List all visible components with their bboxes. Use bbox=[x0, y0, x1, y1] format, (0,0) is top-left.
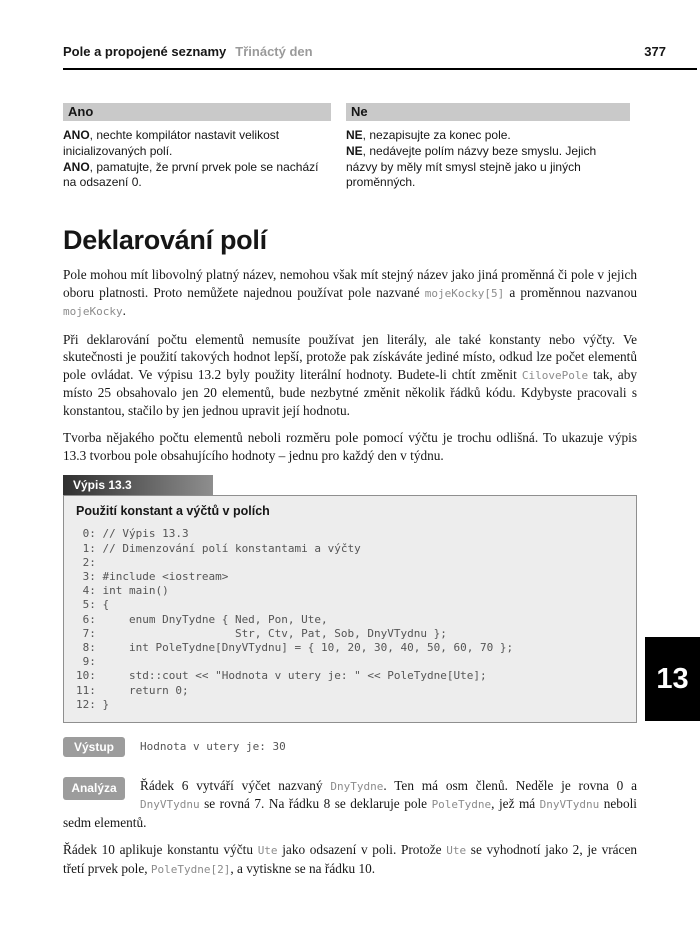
text-segment: , nedávejte polím názvy beze smyslu. Jejich názvy by měly mít smysl stejně jako u jiných proměnných. bbox=[346, 143, 597, 190]
text-segment: Řádek 6 vytváří výčet nazvaný bbox=[140, 777, 331, 793]
listing-tab-label: Výpis 13.3 bbox=[63, 475, 213, 495]
analysis-badge: Analýza bbox=[63, 777, 125, 801]
chapter-number-tab: 13 bbox=[645, 637, 700, 721]
text-segment: tak, aby místo 25 obsahovalo jen 20 elementů, bude nezbytné změnit několik řádků kódu. Kdybyste pracovali s konstantou, stačilo by jen jednou upravit její hodnotu. bbox=[63, 366, 637, 418]
dont-item bbox=[346, 144, 630, 191]
running-head-chapter-title: Pole a propojené seznamy bbox=[63, 44, 227, 59]
listing-box bbox=[63, 495, 637, 723]
inline-code: DnyVTydnu bbox=[140, 798, 200, 812]
analysis-badge-wrap bbox=[63, 777, 140, 814]
text-segment: . Ten má osm členů. Neděle je rovna 0 a bbox=[383, 777, 637, 793]
text-segment: , a vytiskne se na řádku 10. bbox=[230, 860, 376, 876]
output-text: Hodnota v utery je: 30 bbox=[140, 740, 286, 754]
output-badge: Výstup bbox=[63, 737, 125, 757]
inline-code: DnyTydne bbox=[330, 779, 384, 793]
do-column bbox=[63, 103, 331, 191]
text-segment: Tvorba nějakého počtu elementů neboli rozměru pole pomocí výčtu je trochu odlišná. To ukazuje výpis 13.3 tvorbou pole obsahujícího hodnoty – jednu pro každý den v týdnu. bbox=[63, 430, 637, 463]
do-dont-table bbox=[63, 103, 637, 191]
text-segment: , nezapisujte za konec pole. bbox=[362, 128, 511, 142]
dont-item bbox=[346, 128, 630, 144]
text-segment: ANO bbox=[63, 128, 90, 142]
body-paragraph bbox=[63, 266, 637, 321]
do-column-header: Ano bbox=[63, 103, 331, 121]
body-paragraph bbox=[63, 429, 637, 464]
inline-code: CilovePole bbox=[521, 368, 589, 382]
body-paragraph bbox=[63, 841, 637, 878]
text-segment: , jež má bbox=[491, 796, 540, 812]
dont-column-header: Ne bbox=[346, 103, 630, 121]
text-segment: a proměnnou nazvanou bbox=[504, 284, 637, 300]
text-segment: Řádek 10 aplikuje konstantu výčtu bbox=[63, 842, 258, 858]
inline-code: DnyVTydnu bbox=[539, 798, 600, 812]
text-segment: se vyhodnotí jako 2, je vrácen třetí prvek pole, bbox=[63, 842, 638, 876]
running-head-day-label: Třináctý den bbox=[235, 44, 313, 59]
text-segment: jako odsazení v poli. Protože bbox=[277, 842, 447, 858]
dont-column bbox=[346, 103, 630, 191]
text-segment: , pamatujte, že první prvek pole se nachází na odsazení 0. bbox=[63, 159, 319, 190]
page-header bbox=[63, 44, 697, 70]
code-listing bbox=[63, 475, 637, 723]
inline-code: mojeKocky[5] bbox=[424, 286, 505, 300]
text-segment: ANO bbox=[63, 159, 90, 174]
text-segment: Pole mohou mít libovolný platný název, nemohou však mít stejný název jako jiná proměnná či pole v jejich oboru platnosti. Proto nemůžete najednou používat pole nazvané bbox=[63, 267, 637, 300]
inline-code: Ute bbox=[446, 844, 467, 858]
listing-code: 0: // Výpis 13.3 1: // Dimenzování polí konstantami a výčty 2: 3: #include <iostream> 4: int main() 5: { 6: enum DnyTydne { Ned, Pon, Ute, 7: Str, Ctv, Pat, Sob, DnyVTydnu }; 8: int PoleTydne[DnyVTydnu] = { 10, 20, 30, 40, 50, 60, 70 }; 9: 10: std::cout << "Hodnota v utery je: " << PoleTydne[Ute]; 11: return 0; 12: } bbox=[76, 527, 514, 711]
text-segment: se rovná 7. Na řádku 8 se deklaruje pole bbox=[199, 796, 432, 812]
output-block bbox=[63, 737, 637, 757]
page-number: 377 bbox=[644, 44, 666, 59]
body-paragraph bbox=[63, 331, 637, 420]
do-item bbox=[63, 160, 331, 192]
inline-code: PoleTydne bbox=[431, 798, 492, 812]
do-item bbox=[63, 128, 331, 160]
listing-title: Použití konstant a výčtů v polích bbox=[76, 504, 270, 519]
inline-code: Ute bbox=[257, 844, 278, 858]
text-segment: Při deklarování počtu elementů nemusíte používat jen literály, ale také konstanty nebo výčty. Ve skutečnosti je použití takových hodnot lepší, protože pak získáváte jediné místo, odkud lze počet elementů pole ovládat. Ve výpisu 13.2 byly použity literální hodnoty. Budete-li chtít změnit bbox=[63, 331, 637, 382]
text-segment: . bbox=[122, 303, 126, 319]
text-segment: NE bbox=[346, 143, 363, 158]
analysis-text bbox=[63, 777, 637, 832]
inline-code: PoleTydne[2] bbox=[150, 862, 231, 876]
inline-code: mojeKocky bbox=[63, 305, 123, 319]
analysis-block bbox=[63, 777, 637, 832]
text-segment: NE bbox=[346, 128, 363, 142]
text-segment: neboli sedm elementů. bbox=[63, 796, 637, 830]
text-segment: , nechte kompilátor nastavit velikost inicializovaných polí. bbox=[63, 128, 280, 158]
section-heading: Deklarování polí bbox=[63, 225, 267, 256]
